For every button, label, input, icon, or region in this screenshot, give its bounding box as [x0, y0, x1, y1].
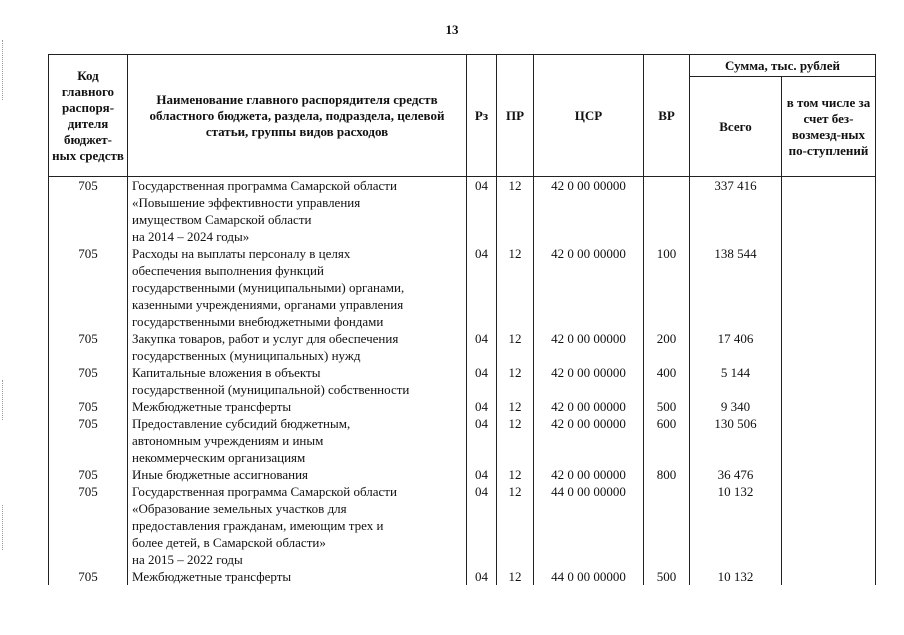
- cell-pr: 12: [497, 245, 534, 330]
- cell-free: [782, 568, 876, 585]
- cell-vr: 400: [644, 364, 690, 398]
- cell-rz: 04: [467, 364, 497, 398]
- cell-name-line: более детей, в Самарской области»: [132, 535, 326, 550]
- header-code: Код главного распоря-дителя бюджет-ных средств: [49, 55, 128, 177]
- scan-edge-mark: [2, 380, 7, 420]
- cell-pr: 12: [497, 330, 534, 364]
- cell-name-line: Иные бюджетные ассигнования: [132, 467, 309, 482]
- cell-name-line: «Повышение эффективности управления: [132, 195, 361, 210]
- header-vr: ВР: [644, 55, 690, 177]
- cell-csr: 42 0 00 00000: [534, 330, 644, 364]
- cell-name-line: Государственная программа Самарской области: [132, 178, 397, 193]
- cell-free: [782, 466, 876, 483]
- cell-name-line: государственными (муниципальными) органами,: [132, 280, 405, 295]
- scan-edge-mark: [2, 40, 7, 100]
- cell-name-line: государственными внебюджетными фондами: [132, 314, 384, 329]
- cell-total: 17 406: [690, 330, 782, 364]
- cell-vr: [644, 177, 690, 246]
- cell-code: 705: [49, 415, 128, 466]
- cell-code: 705: [49, 398, 128, 415]
- cell-name-line: обеспечения выполнения функций: [132, 263, 324, 278]
- cell-total: 10 132: [690, 568, 782, 585]
- cell-code: 705: [49, 245, 128, 330]
- cell-name-line: Закупка товаров, работ и услуг для обеспечения: [132, 331, 399, 346]
- header-csr: ЦСР: [534, 55, 644, 177]
- table-row: [49, 483, 876, 568]
- cell-free: [782, 398, 876, 415]
- cell-total: 138 544: [690, 245, 782, 330]
- cell-csr: 44 0 00 00000: [534, 568, 644, 585]
- cell-rz: 04: [467, 177, 497, 246]
- cell-csr: 42 0 00 00000: [534, 245, 644, 330]
- cell-total: 9 340: [690, 398, 782, 415]
- cell-name-line: на 2014 – 2024 годы»: [132, 229, 250, 244]
- table-row: [49, 466, 876, 483]
- cell-vr: 100: [644, 245, 690, 330]
- cell-name-line: предоставления гражданам, имеющим трех и: [132, 518, 384, 533]
- cell-name-line: Государственная программа Самарской области: [132, 484, 397, 499]
- cell-pr: 12: [497, 466, 534, 483]
- header-total: Всего: [690, 77, 782, 177]
- header-free: в том числе за счет без-возмезд-ных по-ступлений: [782, 77, 876, 177]
- cell-code: 705: [49, 483, 128, 568]
- cell-pr: 12: [497, 177, 534, 246]
- cell-code: 705: [49, 568, 128, 585]
- cell-csr: 42 0 00 00000: [534, 466, 644, 483]
- cell-name-line: Межбюджетные трансферты: [132, 399, 292, 414]
- cell-free: [782, 483, 876, 568]
- cell-rz: 04: [467, 466, 497, 483]
- cell-name-line: «Образование земельных участков для: [132, 501, 347, 516]
- cell-rz: 04: [467, 398, 497, 415]
- cell-name-line: имуществом Самарской области: [132, 212, 312, 227]
- table-row: [49, 364, 876, 398]
- cell-vr: 800: [644, 466, 690, 483]
- cell-csr: 44 0 00 00000: [534, 483, 644, 568]
- cell-code: 705: [49, 466, 128, 483]
- cell-pr: 12: [497, 568, 534, 585]
- cell-name: [128, 245, 467, 330]
- cell-name-line: государственной (муниципальной) собственности: [132, 382, 410, 397]
- cell-rz: 04: [467, 483, 497, 568]
- cell-name-line: казенными учреждениями, органами управления: [132, 297, 404, 312]
- cell-name-line: государственных (муниципальных) нужд: [132, 348, 361, 363]
- cell-csr: 42 0 00 00000: [534, 364, 644, 398]
- cell-name: [128, 330, 467, 364]
- cell-rz: 04: [467, 415, 497, 466]
- cell-name-line: Предоставление субсидий бюджетным,: [132, 416, 351, 431]
- cell-name: [128, 364, 467, 398]
- header-name: Наименование главного распорядителя средств областного бюджета, раздела, подраздела, целевой статьи, группы видов расходов: [128, 55, 467, 177]
- table-row: [49, 330, 876, 364]
- cell-total: 10 132: [690, 483, 782, 568]
- budget-table: [48, 54, 876, 585]
- table-row: [49, 398, 876, 415]
- table-body: [49, 177, 876, 586]
- cell-name: [128, 415, 467, 466]
- cell-free: [782, 415, 876, 466]
- cell-total: 36 476: [690, 466, 782, 483]
- cell-rz: 04: [467, 568, 497, 585]
- cell-free: [782, 177, 876, 246]
- cell-vr: 600: [644, 415, 690, 466]
- cell-free: [782, 330, 876, 364]
- cell-name: [128, 466, 467, 483]
- cell-vr: 200: [644, 330, 690, 364]
- cell-name-line: Расходы на выплаты персоналу в целях: [132, 246, 351, 261]
- page-number: 13: [445, 22, 459, 37]
- header-rz: Рз: [467, 55, 497, 177]
- cell-csr: 42 0 00 00000: [534, 415, 644, 466]
- cell-code: 705: [49, 364, 128, 398]
- cell-name-line: некоммерческим организациям: [132, 450, 306, 465]
- table-row: [49, 415, 876, 466]
- cell-name-line: Капитальные вложения в объекты: [132, 365, 321, 380]
- table-row: [49, 568, 876, 585]
- cell-name: [128, 483, 467, 568]
- cell-pr: 12: [497, 415, 534, 466]
- cell-name: [128, 398, 467, 415]
- cell-pr: 12: [497, 483, 534, 568]
- cell-vr: 500: [644, 568, 690, 585]
- cell-code: 705: [49, 177, 128, 246]
- cell-name-line: автономным учреждениям и иным: [132, 433, 324, 448]
- scan-edge-mark: [2, 505, 7, 550]
- cell-name: [128, 568, 467, 585]
- cell-code: 705: [49, 330, 128, 364]
- cell-name-line: Межбюджетные трансферты: [132, 569, 292, 584]
- cell-csr: 42 0 00 00000: [534, 177, 644, 246]
- cell-pr: 12: [497, 364, 534, 398]
- cell-free: [782, 364, 876, 398]
- cell-rz: 04: [467, 330, 497, 364]
- cell-name-line: на 2015 – 2022 годы: [132, 552, 243, 567]
- cell-csr: 42 0 00 00000: [534, 398, 644, 415]
- cell-name: [128, 177, 467, 246]
- cell-total: 130 506: [690, 415, 782, 466]
- table-row: [49, 177, 876, 246]
- cell-total: 337 416: [690, 177, 782, 246]
- table-row: [49, 245, 876, 330]
- cell-vr: 500: [644, 398, 690, 415]
- cell-vr: [644, 483, 690, 568]
- header-pr: ПР: [497, 55, 534, 177]
- cell-total: 5 144: [690, 364, 782, 398]
- header-sum-group: Сумма, тыс. рублей: [690, 55, 876, 77]
- cell-pr: 12: [497, 398, 534, 415]
- cell-rz: 04: [467, 245, 497, 330]
- cell-free: [782, 245, 876, 330]
